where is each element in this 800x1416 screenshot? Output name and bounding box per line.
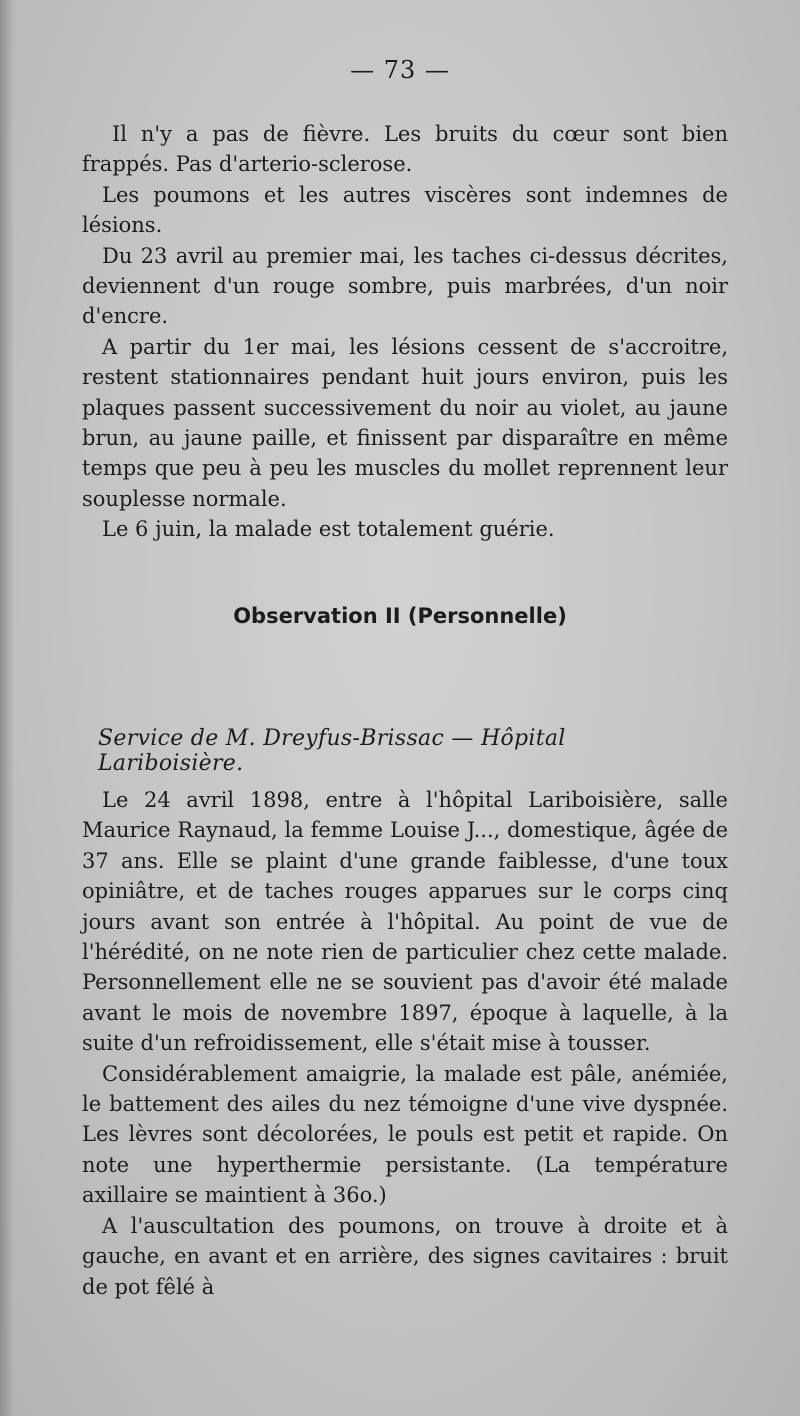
text-block-bottom [82,785,728,1302]
paragraph: A partir du 1er mai, les lésions cessent de s'accroitre, restent stationnaires pendant huit jours environ, puis les plaques passent successivement du noir au violet, au jaune brun, au jaune paille, et finissent par disparaître en même temps que peu à peu les muscles du mollet reprennent leur souplesse normale. [82,334,728,511]
paragraph: Le 6 juin, la malade est totalement guérie. [102,517,555,542]
text-block-top [82,119,728,545]
paragraph: Du 23 avril au premier mai, les taches ci-dessus décrites, deviennent d'un rouge sombre, puis marbrées, d'un noir d'encre. [82,243,728,329]
page-number: — 73 — [350,56,450,84]
page-edge-shadow [0,0,14,1416]
paragraph: Il n'y a pas de fièvre. Les bruits du cœur sont bien frappés. Pas d'arterio-sclerose. [82,122,728,177]
service-line: Service de M. Dreyfus-Brissac — Hôpital Lariboisière. [98,726,566,776]
paragraph: A l'auscultation des poumons, on trouve à droite et à gauche, en avant et en arrière, des signes cavitaires : bruit de pot fêlé à [82,1213,728,1299]
paragraph: Considérablement amaigrie, la malade est pâle, anémiée, le battement des ailes du nez témoigne d'une vive dyspnée. Les lèvres sont décolorées, le pouls est petit et rapide. On note une hyperthermie persistante. (La température axillaire se maintient à 36o.) [82,1061,728,1208]
paragraph: Les poumons et les autres viscères sont indemnes de lésions. [82,182,728,238]
paragraph: Le 24 avril 1898, entre à l'hôpital Lariboisière, salle Maurice Raynaud, la femme Louise J..., domestique, âgée de 37 ans. Elle se plaint d'une grande faiblesse, d'une toux opiniâtre, et de taches rouges apparues sur le corps cinq jours avant son entrée à l'hôpital. Au point de vue de l'hérédité, on ne note rien de particulier chez cette malade. Personnellement elle ne se souvient pas d'avoir été malade avant le mois de novembre 1897, époque à laquelle, à la suite d'un refroidissement, elle s'était mise à tousser. [82,788,728,1056]
observation-heading: Observation II (Personnelle) [233,604,567,628]
